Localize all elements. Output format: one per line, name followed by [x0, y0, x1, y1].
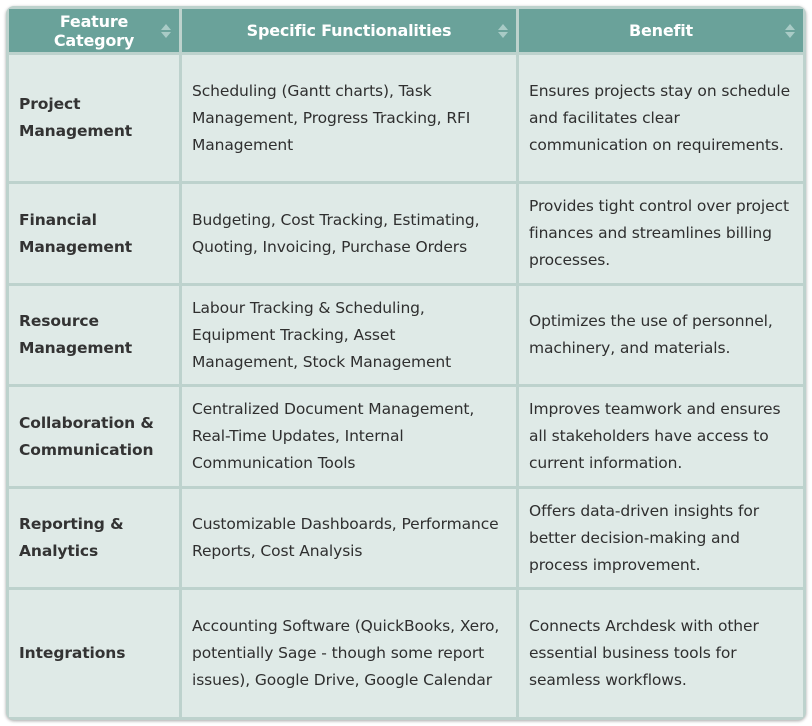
category-cell: Project Management	[9, 55, 179, 181]
sort-icon[interactable]	[498, 24, 508, 38]
benefit-cell: Ensures projects stay on schedule and facilitates clear communication on requirements.	[519, 55, 803, 181]
functionalities-cell: Centralized Document Management, Real-Time Updates, Internal Communication Tools	[182, 387, 516, 486]
table-row	[9, 590, 803, 717]
column-header-label: Feature Category	[53, 11, 135, 50]
sort-icon[interactable]	[785, 24, 795, 38]
benefit-cell: Connects Archdesk with other essential business tools for seamless workflows.	[519, 590, 803, 717]
functionalities-cell: Labour Tracking & Scheduling, Equipment Tracking, Asset Management, Stock Management	[182, 286, 516, 385]
sort-icon[interactable]	[161, 24, 171, 38]
benefit-cell: Improves teamwork and ensures all stakeholders have access to current information.	[519, 387, 803, 486]
category-cell: Integrations	[9, 590, 179, 717]
table-row	[9, 489, 803, 588]
functionalities-cell: Budgeting, Cost Tracking, Estimating, Quoting, Invoicing, Purchase Orders	[182, 184, 516, 283]
column-header-feature-category[interactable]	[9, 9, 179, 52]
table-row	[9, 55, 803, 181]
benefit-cell: Offers data-driven insights for better decision-making and process improvement.	[519, 489, 803, 588]
functionalities-cell: Scheduling (Gantt charts), Task Management, Progress Tracking, RFI Management	[182, 55, 516, 181]
benefit-cell: Optimizes the use of personnel, machinery, and materials.	[519, 286, 803, 385]
column-header-label: Benefit	[629, 21, 693, 40]
feature-table	[6, 6, 806, 720]
column-header-label: Specific Functionalities	[246, 21, 452, 40]
category-cell: Reporting & Analytics	[9, 489, 179, 588]
feature-table-container	[6, 6, 806, 720]
table-row	[9, 286, 803, 385]
functionalities-cell: Customizable Dashboards, Performance Reports, Cost Analysis	[182, 489, 516, 588]
category-cell: Resource Management	[9, 286, 179, 385]
category-cell: Financial Management	[9, 184, 179, 283]
column-header-benefit[interactable]	[519, 9, 803, 52]
benefit-cell: Provides tight control over project finances and streamlines billing processes.	[519, 184, 803, 283]
table-row	[9, 184, 803, 283]
column-header-specific-functionalities[interactable]	[182, 9, 516, 52]
table-row	[9, 387, 803, 486]
header-row	[9, 9, 803, 52]
category-cell: Collaboration & Communication	[9, 387, 179, 486]
functionalities-cell: Accounting Software (QuickBooks, Xero, potentially Sage - though some report issues), Google Drive, Google Calendar	[182, 590, 516, 717]
